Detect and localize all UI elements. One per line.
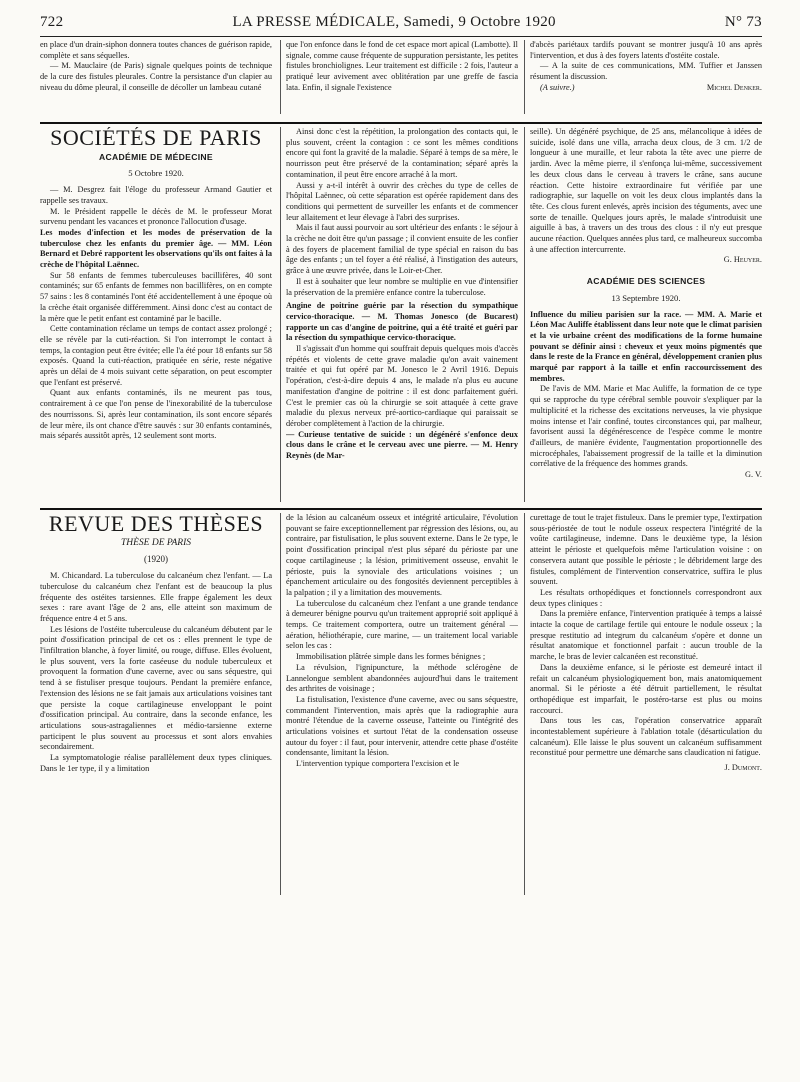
paragraph: Il s'agissait d'un homme qui souffrait depuis quelques mois d'accès répétés et violents de cette grave maladie qu'on avait vainement traitée et qui fut opéré par M. Jonesco le 2 Avril 1916. Depuis l'opération, c'est-à-dire depuis 4 ans, le malade n'a plus eu aucune manifestation d'angine de poitrine : il est donc parfaitement guéri. C'est le premier cas où la chirurgie se soit attaquée à cette grave maladie du plexus nerveux pré-aortico-cardiaque qui paraissait se dérober complètement à l'action de la chirurgie. [286, 344, 518, 428]
paragraph: seille). Un dégénéré psychique, de 25 ans, mélancolique à idées de suicide, isolé dans une villa, arracha deux clous, de 3 cm. 1/2 de longueur à une muraille, et leur rabota la tête avec une pierre de jardin. Avec la même pierre, il s'enfonça lui-même, successivement les deux clous dans le cerveau à travers le crâne, sans aucune réaction. Cette histoire extraordinaire fut vérifiée par une radiographie, sur laquelle on voit les deux clous implantés dans la tête. Ces clous furent enlevés, après incision des téguments, avec une sorte de tenaille. Quelques jours après, le malade s'introduisit une aiguille à bas, à travers un des trous des clous : il n'y eut presque aucune réaction. Quelques années plus tard, ce malheureux succomba à une affection intercurrente. [530, 127, 762, 254]
paragraph: Mais il faut aussi pourvoir au sort ultérieur des enfants : le séjour à la crèche ne doit être qu'un passage ; il convient ensuite de les confier à des foyers de placement familial de type spécial en raison du bas âge des enfants ; un tel foyer a été réalisé, à l'instigation des auteurs, grâce à une œuvre privée, dans le Loir-et-Cher. [286, 223, 518, 276]
paragraph: Aussi y a-t-il intérêt à ouvrir des crèches du type de celles de l'hôpital Laënnec, où cette séparation est opérée rapidement dans des conditions qui permettent de surveiller les enfants et de commencer leur allaitement et leur élevage à l'abri des surprises. [286, 180, 518, 222]
paragraph: Dans la première enfance, l'intervention pratiquée à temps a laissé intacte la coque de cartilage fertile qui entoure le nodule osseux ; la presque restitutio ad integrum du calcanéum s'opère et donne un résultat anatomique et fonctionnel parfait : aucun trouble de la marche, le bras de levier calcanéen est reconstitué. [530, 609, 762, 662]
issue-number: N° 73 [724, 14, 762, 30]
paragraph: Dans tous les cas, l'opération conservatrice apparaît incontestablement supérieure à l'ablation totale (désarticulation du calcanéum). Elle laisse le plus souvent un calcanéum suffisamment reconstitué pour permettre une démarche sans claudication ni fatigue. [530, 716, 762, 758]
section-rule [40, 122, 762, 124]
page-number: 722 [40, 14, 64, 30]
paragraph: Ainsi donc c'est la répétition, la prolongation des contacts qui, le plus souvent, créent la contagion : ce sont les mêmes conditions encore qui font la gravité de la maladie. Séparé à temps de sa mère, le nourrisson peut être préservé de la contamination; séparé après la contamination, il peut être encore arraché à la mort. [286, 127, 518, 179]
column-divider [280, 40, 281, 114]
journal-title: LA PRESSE MÉDICALE, Samedi, 9 Octobre 1920 [232, 14, 556, 30]
paragraph: M. le Président rappelle le décès de M. le professeur Morat survenu pendant les vacances et prononce l'allocution d'usage. [40, 206, 272, 227]
section-title-theses: REVUE DES THÈSES [48, 513, 264, 536]
section-title-societes: SOCIÉTÉS DE PARIS [50, 127, 262, 150]
article-lead: M. Chicandard. La tuberculose du calcanéum chez l'enfant. — La tuberculose du calcanéum chez l'enfant est de beaucoup la plus fréquente des ostéites tarsiennes. Elle frappe également les deux sexes : rare avant l'âge de 2 ans, elle atteint son maximum de fréquence entre 4 et 5 ans. [40, 571, 272, 623]
societes-column-1 [40, 127, 272, 505]
societes-column-2 [286, 127, 518, 505]
paragraph: Sur 58 enfants de femmes tuberculeuses bacillifères, 40 sont contaminés; sur 65 enfants de femmes non bacillifères, on en compte 57 sains : les 8 contaminés l'ont été accidentellement à une époque où la crèche était organisée différemment. Ainsi donc c'est au contact de la mère que le petit enfant est contaminé par le bacille. [40, 270, 272, 323]
top-column-1 [40, 40, 272, 115]
paragraph: Les résultats orthopédiques et fonctionnels correspondront aux deux types cliniques : [530, 587, 762, 608]
page-header [40, 14, 762, 32]
paragraph: en place d'un drain-siphon donnera toutes chances de guérison rapide, complète et sans séquelles. [40, 40, 272, 60]
column-divider [524, 513, 525, 895]
paragraph: Dans la deuxième enfance, si le périoste est demeuré intact il refait un calcanéum physiologiquement bon, mais anatomiquement anormal. Si le périoste a été détruit partiellement, le résultat orthopédique est imparfait, le postéro-tarse est plus ou moins raccourci. [530, 662, 762, 715]
paragraph: Cette contamination réclame un temps de contact assez prolongé ; elle se révèle par la cuti-réaction. Si l'on interrompt le contact à temps, la contagion peut être évitée; elle l'a été pour 18 enfants sur 58 exposés. Quand la cuti-réaction, pratiquée en série, reste négative après un délai de 4 mois suivant cette séparation, on peut escompter que l'enfant est préservé. [40, 324, 272, 387]
paragraph: Immobilisation plâtrée simple dans les formes bénignes ; [296, 652, 486, 662]
signature: J. Dumont. [724, 763, 762, 773]
paragraph: — A la suite de ces communications, MM. Tuffier et Janssen résument la discussion. [530, 61, 762, 82]
theses-column-2 [286, 513, 518, 898]
paragraph: L'intervention typique comportera l'excision et le [296, 759, 460, 769]
signature: G. Heuyer. [723, 255, 762, 265]
paragraph: — M. Mauclaire (de Paris) signale quelques points de technique de la cure des fistules pleurales. Contre la persistance d'un clapier au niveau du dôme pleural, il conseille de décoller un lambeau cutané [40, 61, 272, 92]
column-divider [524, 127, 525, 502]
top-column-3 [530, 40, 762, 115]
article-lead: — Curieuse tentative de suicide : un dégénéré s'enfonce deux clous dans le crâne et le cerveau avec une pierre. — M. Henry Reynès (de Mar- [286, 429, 518, 461]
signature: Michel Denker. [706, 82, 762, 92]
session-date: 5 Octobre 1920. [128, 168, 184, 179]
paragraph: La symptomatologie réalise parallèlement deux types cliniques. Dans le 1er type, il y a limitation [40, 753, 272, 773]
academie-medecine-heading: ACADÉMIE DE MÉDECINE [99, 151, 213, 162]
societes-column-3 [530, 127, 762, 505]
thesis-subtitle: THÈSE DE PARIS [120, 537, 191, 548]
paragraph: d'abcès pariétaux tardifs pouvant se montrer jusqu'à 10 ans après l'intervention, et dus à des foyers latents d'ostéite costale. [530, 40, 762, 60]
paragraph: Les lésions de l'ostéite tuberculeuse du calcanéum débutent par le point d'ossification principal de cet os : elles prennent le type de l'infiltration blanche, à foyer limité, ou rouge, diffuse. Elles évoluent, le plus souvent, vers la forte caséeuse du nodule tuberculeux et provoquent la formation d'une caverne, avec ou sans séquestre, qui tend à se fistuliser presque toujours. Pendant la première enfance, l'extension des lésions ne se fait jamais aux articulations voisines tant que persiste la coque cartilagineuse enveloppant le point d'ossification principal. Au contraire, dans la seconde enfance, les articulations sous-astragaliennes et médio-tarsienne externe participent le plus souvent au processus et sont alors envahies secondairement. [40, 624, 272, 752]
a-suivre: (A suivre.) [540, 82, 575, 92]
column-divider [280, 127, 281, 502]
signature: G. V. [745, 470, 762, 480]
theses-column-3 [530, 513, 762, 898]
paragraph: de la lésion au calcanéum osseux et intégrité articulaire, l'évolution pouvant se faire exceptionnellement par régression des lésions, ou, au contraire, par fistulisation, le plus souvent externe. Dans le 2e type, le point d'ossification principal n'est plus séparé du périoste par une coque cartilagineuse ; la lésion, primitivement osseuse, envahit le périoste, puis la synoviale des articulations voisines ; un épanchement articulaire ou des fongosités deviennent perceptibles à la palpation ; il y a limitation des mouvements. [286, 513, 518, 597]
article-lead: Influence du milieu parisien sur la race. — MM. A. Marie et Léon Mac Auliffe établissent dans leur note que le climat parisien et la vie urbaine créent des modifications de la forme humaine pouvant se définir ainsi : cheveux et yeux moins pigmentés que dans le reste de la France en général, développement cranien plus marqué par rapport à la taille et enfin raccourcissement des membres. [530, 309, 762, 383]
paragraph: La révulsion, l'ignipuncture, la méthode sclérogène de Lannelongue semblent abandonnées aujourd'hui dans le traitement des arthrites de voisinage ; [286, 662, 518, 694]
paragraph: La fistulisation, l'existence d'une caverne, avec ou sans séquestre, commandent l'intervention, mais après que la radiographie aura montré l'étendue de la caverne osseuse, l'atteinte ou l'intégrité des articulations voisines et surtout l'état de la condensation osseuse autour du foyer : il faut, pour intervenir, attendre cette phase d'ostéite condensante, limitant la lésion. [286, 694, 518, 758]
paragraph: Il est à souhaiter que leur nombre se multiplie en vue d'intensifier la préservation de la première enfance contre la tuberculose. [286, 276, 518, 297]
paragraph: La tuberculose du calcanéum chez l'enfant a une grande tendance à demeurer bénigne pourvu qu'un traitement approprié soit appliqué à temps. Ce traitement comportera, outre un traitement général — aération, héliothérapie, cure marine, — un traitement local variable selon les cas : [286, 598, 518, 651]
theses-column-1 [40, 513, 272, 898]
article-lead: Les modes d'infection et les modes de préservation de la tuberculose chez les enfants du premier âge. — MM. Léon Bernard et Debré rapportent les observations qu'ils ont faites à la crèche de l'hôpital Laënnec. [40, 227, 272, 270]
academie-sciences-heading: ACADÉMIE DES SCIENCES [586, 276, 706, 287]
column-divider [524, 40, 525, 114]
paragraph: De l'avis de MM. Marie et Mac Auliffe, la formation de ce type qui se rapproche du type cérébral semble pouvoir s'expliquer par la multiplicité et la richesse des excitations nerveuses, la vie physique moins intense et l'air confiné, toutes circonstances qui, par malheur, favorisent aussi la dégénérescence de l'espèce comme le montre d'ailleurs, de manière évidente, l'augmentation proportionnelle des microcéphales, l'abaissement progressif de la taille et la diminution corrélative de la fréquence des hommes grands. [530, 384, 762, 469]
section-rule [40, 508, 762, 510]
column-divider [280, 513, 281, 895]
paragraph: Quant aux enfants contaminés, ils ne meurent pas tous, contrairement à ce que l'on pense de l'inexorabilité de la tuberculose des nourrissons. Si, après leur contamination, ils sont encore séparés de leur mère, ils ont chance d'être sauvés : sur 30 enfants contaminés, mais séparés aussitôt après, 12 seulement sont morts. [40, 388, 272, 441]
article-lead: Angine de poitrine guérie par la résection du sympathique cervico-thoracique. — M. Thomas Jonesco (de Bucarest) rapporte un cas d'angine de poitrine, qui a été traité et guéri par la résection du sympathique cervico-thoracique. [286, 301, 518, 343]
session-date: 13 Septembre 1920. [611, 292, 681, 303]
thesis-year: (1920) [144, 554, 168, 565]
paragraph: que l'on enfonce dans le fond de cet espace mort apical (Lambotte). Il signale, comme cause fréquente de suppuration persistante, les petites fistules bronchiolignes. Leur traitement est difficile : 2 fois, l'auteur a pratiqué leur avivement avec oblitération par une greffe de fascia lata. Enfin, il signale l'existence [286, 40, 518, 92]
header-rule [40, 36, 762, 37]
paragraph: — M. Desgrez fait l'éloge du professeur Armand Gautier et rappelle ses travaux. [40, 185, 272, 205]
paragraph: curettage de tout le trajet fistuleux. Dans le premier type, l'extirpation sous-périostée de tout le nodule osseux respectera l'intégrité de la voûte cartilagineuse, indemne. Dans le deuxième type, la lésion atteint le périoste et quelquefois même l'articulation voisine : on conservera autant que possible le périoste ; le débridement large des fistules, complément de l'intervention conservatrice, suffira le plus souvent. [530, 513, 762, 587]
top-column-2 [286, 40, 518, 115]
